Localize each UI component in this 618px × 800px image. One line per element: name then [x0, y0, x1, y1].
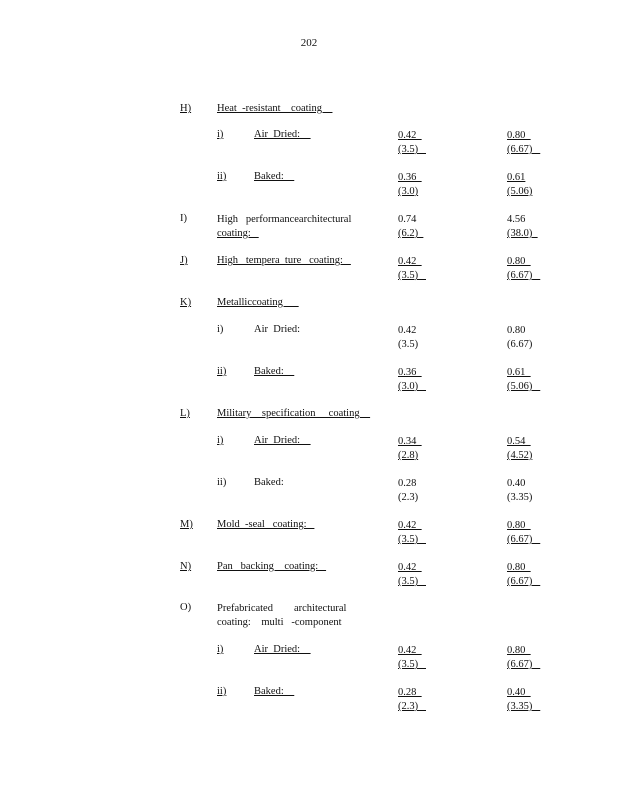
value-col-1: 0.42 (3.5) — [398, 325, 419, 350]
value-col-1: 0.42 (3.5) — [398, 256, 426, 281]
item-label: High performancearchitectural coating: — [217, 214, 352, 239]
value-col-1: 0.74 (6.2) — [398, 214, 424, 239]
sub-letter: i) — [217, 324, 224, 335]
value-col-1: 0.34 (2.8) — [398, 436, 422, 461]
value-col-2: 0.61 (5.06) — [507, 172, 533, 197]
value-col-2: 4.56 (38.0) — [507, 214, 538, 239]
item-label: Pan backing coating: — [217, 561, 327, 572]
sub-letter: ii) — [217, 686, 227, 697]
item-letter: O) — [180, 602, 192, 613]
item-label: Military specification coating — [217, 408, 371, 419]
sub-label: Air Dried: — [254, 129, 311, 140]
value-col-1: 0.36 (3.0) — [398, 367, 426, 392]
sub-label: Air Dried: — [254, 324, 301, 335]
sub-label: Baked: — [254, 477, 284, 488]
item-label: Heat -resistant coating — [217, 103, 333, 114]
value-col-1: 0.42 (3.5) — [398, 520, 426, 545]
sub-letter: i) — [217, 644, 224, 655]
value-col-2: 0.61 (5.06) — [507, 367, 541, 392]
item-label: Metalliccoating — [217, 297, 299, 308]
value-col-1: 0.42 (3.5) — [398, 562, 426, 587]
sub-letter: ii) — [217, 366, 227, 377]
item-letter: H) — [180, 103, 192, 114]
sub-letter: ii) — [217, 477, 227, 488]
value-col-1: 0.28 (2.3) — [398, 478, 419, 503]
item-letter: M) — [180, 519, 193, 530]
value-col-2: 0.80 (6.67) — [507, 325, 533, 350]
sub-label: Baked: — [254, 366, 295, 377]
value-col-2: 0.40 (3.35) — [507, 687, 541, 712]
sub-letter: i) — [217, 129, 224, 140]
item-letter: J) — [180, 255, 188, 266]
value-col-1: 0.42 (3.5) — [398, 645, 426, 670]
value-col-2: 0.40 (3.35) — [507, 478, 533, 503]
item-letter: L) — [180, 408, 190, 419]
sub-label: Baked: — [254, 686, 295, 697]
item-letter: K) — [180, 297, 192, 308]
value-col-2: 0.54 (4.52) — [507, 436, 533, 461]
value-col-2: 0.80 (6.67) — [507, 130, 541, 155]
value-col-2: 0.80 (6.67) — [507, 520, 541, 545]
value-col-2: 0.80 (6.67) — [507, 562, 541, 587]
item-label: Prefabricated architectural coating: multi -component — [217, 603, 347, 628]
item-letter: N) — [180, 561, 192, 572]
sub-label: Baked: — [254, 171, 295, 182]
value-col-1: 0.42 (3.5) — [398, 130, 426, 155]
item-label: Mold -seal coating: — [217, 519, 315, 530]
sub-label: Air Dried: — [254, 644, 311, 655]
value-col-1: 0.36 (3.0) — [398, 172, 422, 197]
value-col-1: 0.28 (2.3) — [398, 687, 426, 712]
value-col-2: 0.80 (6.67) — [507, 645, 541, 670]
sub-label: Air Dried: — [254, 435, 311, 446]
sub-letter: i) — [217, 435, 224, 446]
page-number: 202 — [300, 37, 318, 49]
item-letter: I) — [180, 213, 187, 224]
sub-letter: ii) — [217, 171, 227, 182]
item-label: High tempera ture coating: — [217, 255, 351, 266]
value-col-2: 0.80 (6.67) — [507, 256, 541, 281]
